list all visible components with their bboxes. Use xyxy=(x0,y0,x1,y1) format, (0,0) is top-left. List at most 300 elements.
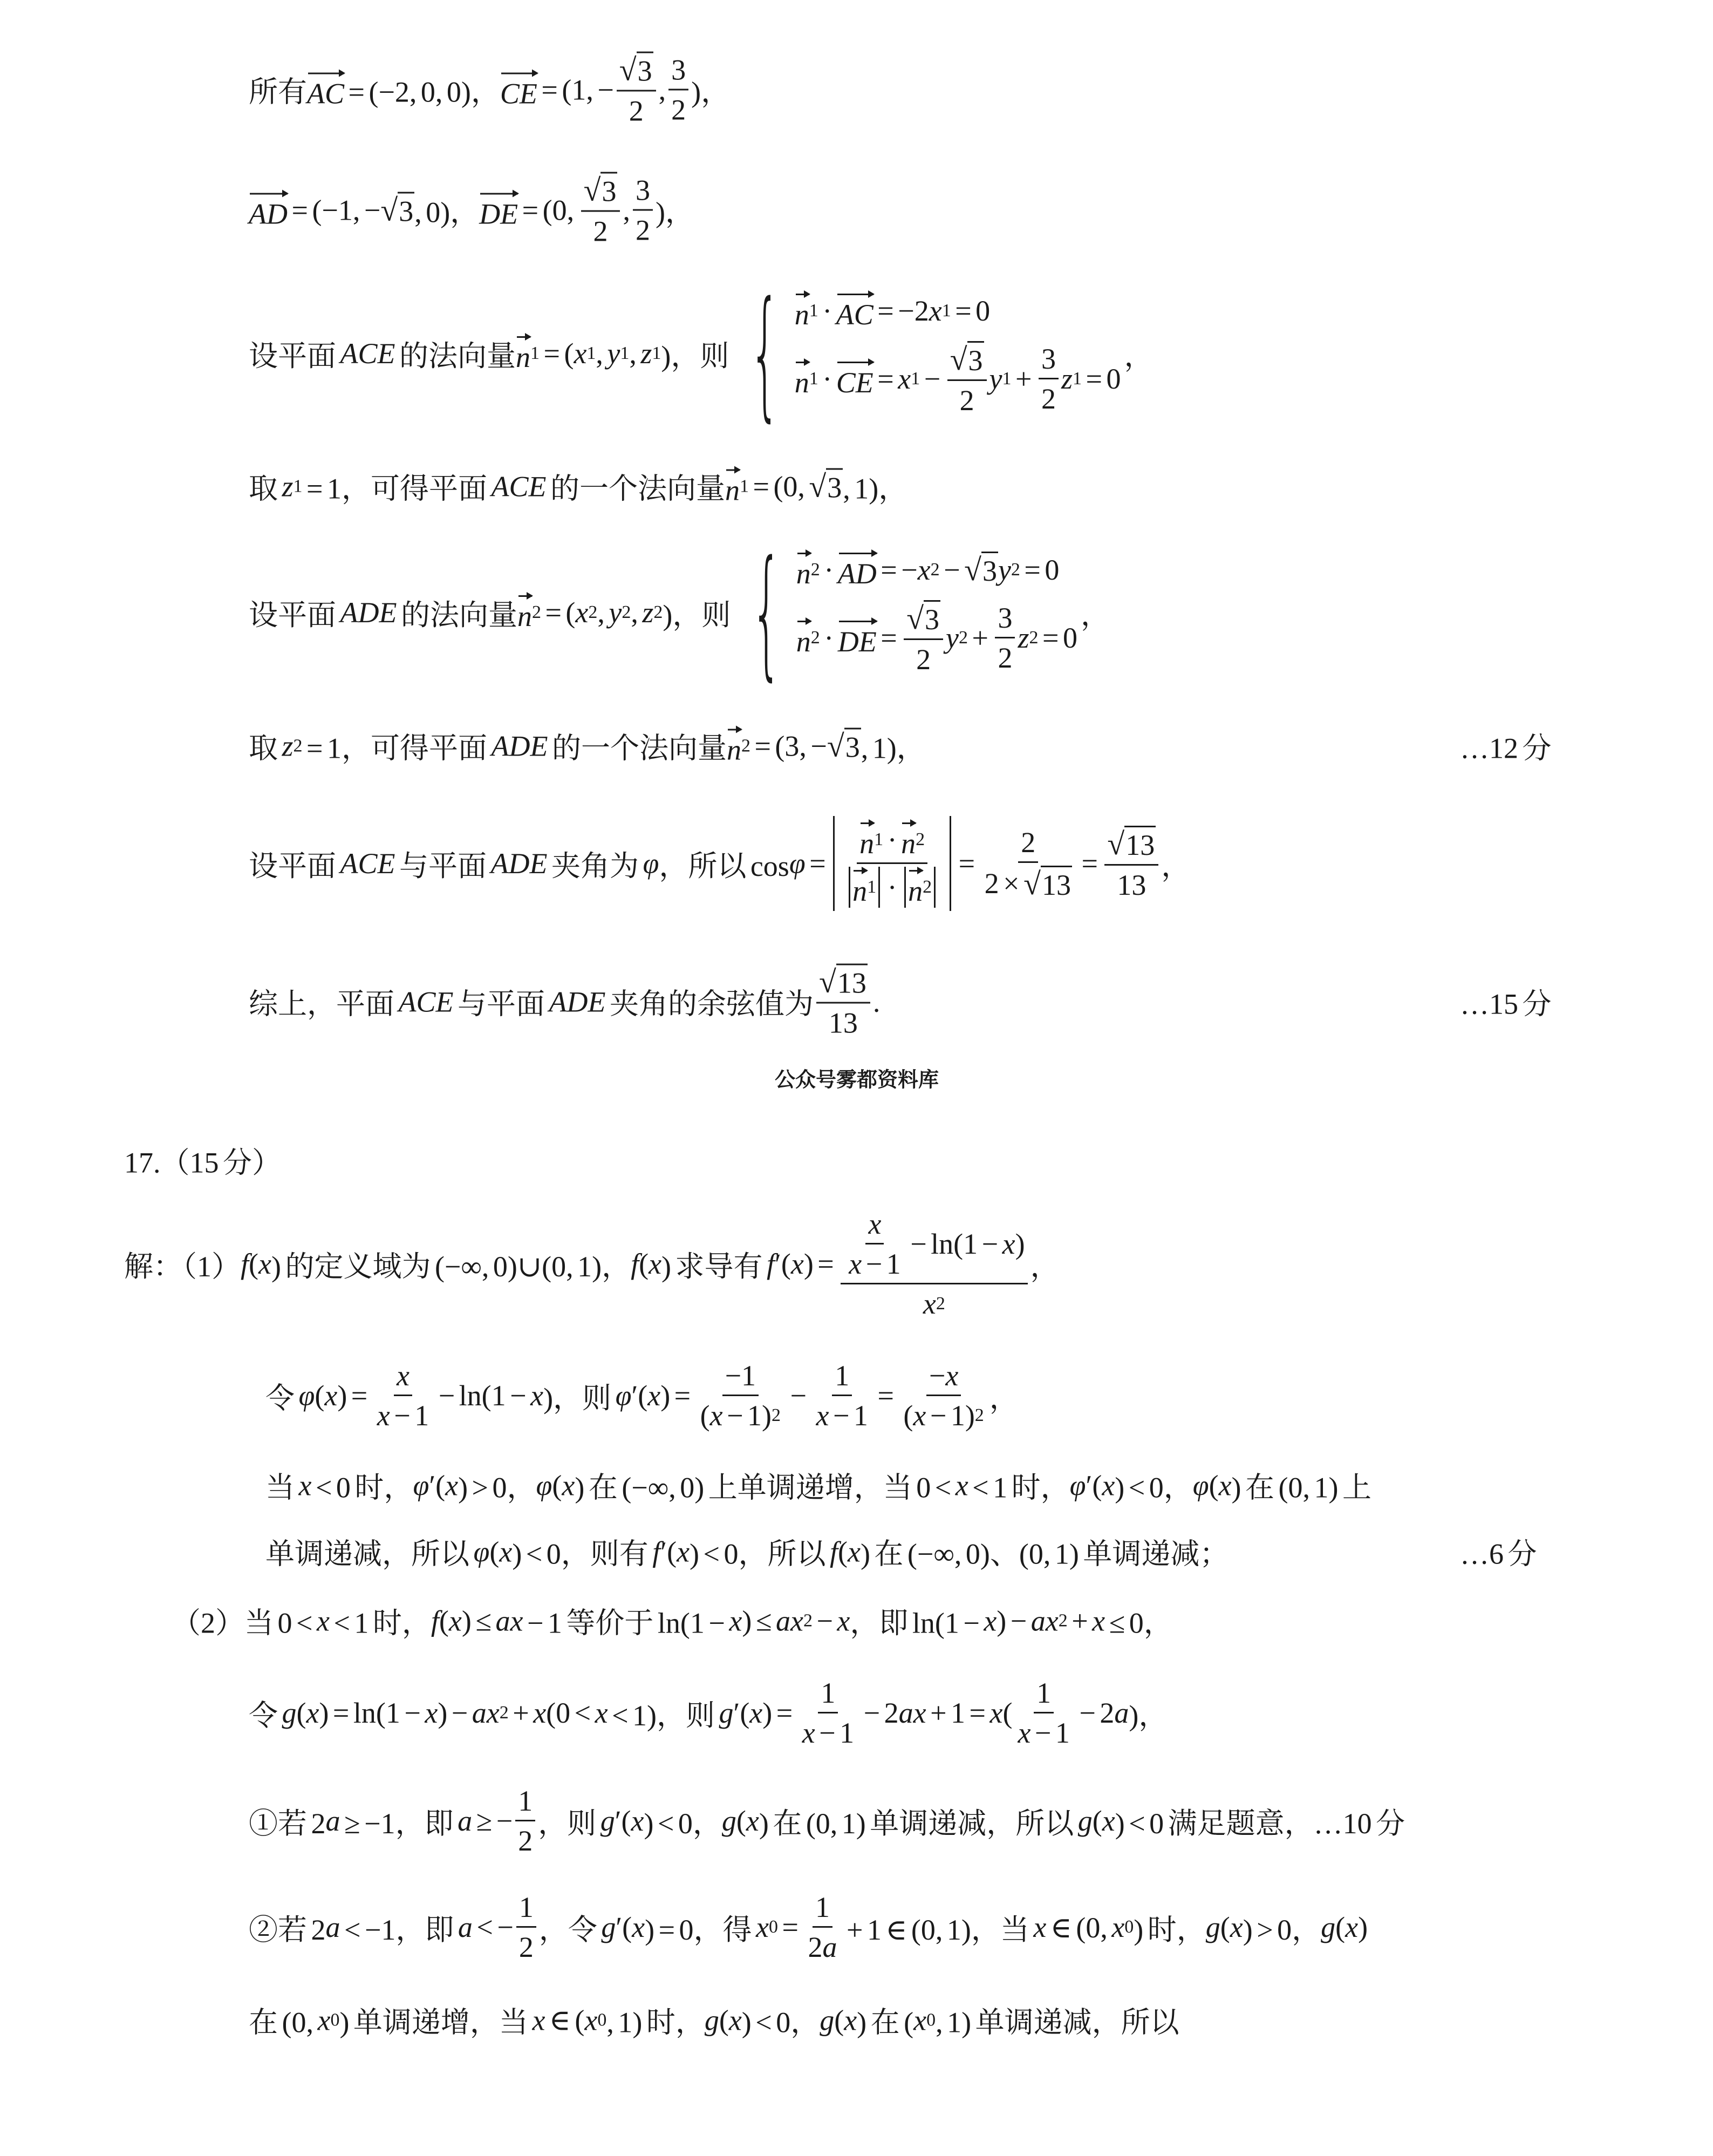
math-variable: y xyxy=(946,622,959,654)
vector-symbol: CE xyxy=(836,358,873,399)
superscript: 2 xyxy=(974,1405,984,1425)
subscript: 1 xyxy=(1073,369,1082,389)
math-variable: x xyxy=(575,596,589,629)
text: − 1 xyxy=(829,1399,868,1432)
text: = 1，可得平面 xyxy=(302,732,492,765)
text: = xyxy=(876,622,902,654)
radicand: 3 xyxy=(981,552,998,588)
fraction xyxy=(841,1207,1027,1321)
radical-sign-icon: √ xyxy=(950,341,967,377)
text: · xyxy=(883,871,902,903)
subscript: 2 xyxy=(588,602,598,622)
radicand: 13 xyxy=(1041,866,1072,902)
math-variable: φ xyxy=(615,1379,632,1412)
text: ，则 xyxy=(538,1807,600,1840)
text: < 1 时， xyxy=(329,1607,431,1640)
text: = 0 xyxy=(951,294,991,327)
text: , xyxy=(629,337,641,370)
text: ≥ −1，即 xyxy=(340,1807,458,1840)
numerator xyxy=(1039,342,1059,379)
radicand: 3 xyxy=(924,600,940,636)
subscript: 1 xyxy=(809,300,818,321)
vector-symbol: n xyxy=(727,725,741,766)
text: 1 xyxy=(518,1891,534,1923)
text: = xyxy=(778,1911,803,1943)
text: − 1) xyxy=(926,1399,975,1432)
math-variable: x xyxy=(562,1469,575,1501)
text: ) 的定义域为 (−∞, 0)∪(0, 1)， xyxy=(271,1250,631,1283)
text: 令 xyxy=(265,1382,299,1414)
denominator xyxy=(814,1396,871,1432)
math-variable: x xyxy=(425,1697,438,1729)
math-variable: x xyxy=(324,1379,338,1412)
fraction xyxy=(1015,1676,1072,1750)
numerator xyxy=(926,1359,961,1396)
math-variable: g xyxy=(704,2004,719,2036)
superscript: 2 xyxy=(772,1405,781,1425)
math-variable: x xyxy=(816,1399,829,1432)
math-variable: a xyxy=(325,1805,340,1837)
vector-symbol: n xyxy=(859,819,874,860)
fraction xyxy=(904,600,943,676)
vector-symbol: n xyxy=(516,333,530,374)
text: )， xyxy=(1129,1699,1168,1732)
text: ( xyxy=(439,1604,449,1637)
system-row xyxy=(795,290,1121,331)
text: )，则 xyxy=(663,598,731,631)
vector-symbol: n xyxy=(796,617,811,658)
math-variable: x xyxy=(989,1697,1003,1729)
fraction xyxy=(617,52,656,128)
numerator xyxy=(633,173,653,210)
text: , 1) 单调递减，所以 xyxy=(936,2006,1179,2039)
subscript: 1 xyxy=(1002,369,1012,389)
text: − 1 xyxy=(815,1717,855,1749)
denominator xyxy=(913,640,933,676)
math-variable: x xyxy=(1111,1911,1125,1943)
math-variable: y xyxy=(989,363,1002,395)
text: · xyxy=(818,294,836,327)
numerator xyxy=(832,1359,852,1396)
math-variable: x xyxy=(790,1248,804,1280)
vector-magnitude xyxy=(904,867,936,908)
math-variable: x xyxy=(709,1399,723,1432)
numerator xyxy=(904,600,943,640)
text: + xyxy=(1067,1604,1093,1637)
subscript: 2 xyxy=(531,602,541,622)
subscript: 2 xyxy=(293,736,303,756)
subscript: 0 xyxy=(330,2010,340,2030)
text: 单调递减，所以 xyxy=(265,1538,474,1570)
text: ( xyxy=(700,1399,710,1432)
text: − ln(1 − xyxy=(906,1228,1002,1260)
text: 在 (0, xyxy=(249,2006,318,2039)
math-variable: x xyxy=(377,1399,390,1432)
text: 的一个法向量 xyxy=(546,472,725,505)
vector-symbol: n xyxy=(795,358,809,399)
text: ②若 2 xyxy=(249,1913,326,1946)
text: ′( xyxy=(429,1469,446,1501)
numerator xyxy=(1034,1676,1054,1713)
text: 当 xyxy=(265,1471,299,1504)
subscript: 1 xyxy=(941,300,951,321)
radical-sign-icon: √ xyxy=(619,52,637,87)
math-variable: g xyxy=(282,1697,297,1729)
math-variable: x xyxy=(445,1469,459,1501)
text: ∈ (0, xyxy=(1046,1911,1112,1944)
text: 综上，平面 xyxy=(249,988,399,1021)
normal-ace-result xyxy=(249,466,907,507)
text: ) = ln(1 − xyxy=(319,1697,425,1729)
math-variable: ACE xyxy=(340,847,395,880)
text: 所有 xyxy=(249,76,307,108)
math-variable: ACE xyxy=(491,470,547,502)
text: 1 xyxy=(1036,1677,1052,1709)
vector-symbol: n xyxy=(901,819,916,860)
text: ( xyxy=(719,2004,729,2036)
numerator xyxy=(1018,826,1038,863)
vector-symbol: DE xyxy=(479,189,518,230)
text: ①若 2 xyxy=(249,1807,326,1840)
math-variable: y xyxy=(609,596,622,629)
text: ( xyxy=(1335,1911,1346,1943)
text: ， xyxy=(989,1382,1019,1414)
text: 17.（15 分） xyxy=(124,1146,281,1179)
text: = xyxy=(873,1379,898,1412)
math-variable: ADE xyxy=(549,985,606,1018)
denominator xyxy=(900,1396,986,1432)
text: ( xyxy=(296,1697,306,1729)
text: ) 在 (0, 1) 单调递减，所以 xyxy=(759,1807,1078,1840)
vector-symbol: n xyxy=(852,867,867,908)
text: ( xyxy=(315,1379,325,1412)
text: − 1 xyxy=(390,1399,429,1432)
vector-symbol: n xyxy=(725,466,740,507)
subscript: 2 xyxy=(959,628,968,648)
text: 2 xyxy=(959,384,974,417)
text: ， xyxy=(1161,849,1191,882)
score-marker: …15 分 xyxy=(1460,988,1552,1021)
text: = (−2, 0, 0)， xyxy=(344,76,500,108)
math-variable: x xyxy=(923,1288,936,1320)
math-variable: f xyxy=(652,1535,661,1568)
text: · xyxy=(820,553,838,586)
text: ) = xyxy=(803,1248,838,1280)
vector-symbol: n xyxy=(517,592,532,633)
system-row xyxy=(796,600,1077,676)
text: = xyxy=(954,847,979,880)
text: ( xyxy=(1092,1805,1102,1837)
subscript: 1 xyxy=(293,476,303,496)
text: < −1，即 xyxy=(340,1913,458,1946)
numerator xyxy=(515,1784,535,1821)
radicand: 13 xyxy=(1124,826,1156,862)
math-variable: ax xyxy=(472,1697,500,1729)
text: = 0 xyxy=(1082,363,1121,395)
denominator xyxy=(826,1004,861,1040)
square-root xyxy=(827,728,861,764)
math-variable: f xyxy=(767,1248,775,1280)
vector-symbol: AC xyxy=(836,290,873,331)
math-variable: g xyxy=(719,1697,734,1729)
text: 13 xyxy=(828,1006,858,1039)
math-variable: x xyxy=(868,1208,882,1240)
math-variable: x xyxy=(1018,1717,1031,1749)
math-variable: ax xyxy=(775,1604,803,1637)
text: ) < 0，所以 xyxy=(690,1538,830,1570)
math-variable: x xyxy=(847,1535,861,1568)
numerator xyxy=(865,1207,884,1244)
denominator xyxy=(1015,1713,1072,1750)
text: )， xyxy=(655,196,694,229)
text: 的法向量 xyxy=(395,339,516,372)
text: = (−1, − xyxy=(287,194,381,226)
text: 与平面 xyxy=(395,849,491,882)
subscript: 0 xyxy=(926,2010,936,2030)
math-variable: φ xyxy=(298,1379,315,1412)
square-root xyxy=(380,192,414,228)
text: + xyxy=(508,1697,534,1729)
math-variable: x xyxy=(533,1697,547,1729)
math-variable: x xyxy=(649,1248,662,1280)
denominator xyxy=(843,864,941,908)
denominator xyxy=(800,1713,857,1750)
math-variable: x xyxy=(746,1805,759,1837)
score-marker: …12 分 xyxy=(1460,732,1552,765)
text: ) 求导有 xyxy=(661,1250,767,1283)
math-variable: a xyxy=(822,1931,837,1963)
denominator xyxy=(920,1284,948,1321)
text: < − xyxy=(472,1911,514,1943)
part1-monotonic-2 xyxy=(265,1531,1537,1573)
vector-symbol: AD xyxy=(249,189,288,230)
subscript: 2 xyxy=(653,602,663,622)
fraction xyxy=(995,601,1015,675)
left-brace-icon: { xyxy=(751,531,783,694)
math-variable: a xyxy=(458,1805,473,1837)
square-root xyxy=(619,52,653,88)
text: 的一个法向量 xyxy=(548,732,727,765)
math-variable: x xyxy=(802,1717,815,1749)
math-variable: x xyxy=(844,2004,857,2036)
denominator xyxy=(626,92,646,128)
text: 2 xyxy=(916,643,931,676)
part1-phi xyxy=(265,1359,1019,1432)
denominator xyxy=(516,1928,536,1964)
subscript: 1 xyxy=(809,369,818,389)
subscript: 2 xyxy=(1029,628,1039,648)
math-variable: ACE xyxy=(398,985,454,1018)
text: + 1 ∈ (0, 1)，当 xyxy=(842,1913,1034,1946)
text: ) xyxy=(1015,1228,1025,1260)
math-variable: g xyxy=(721,1805,736,1837)
math-variable: x xyxy=(955,1469,968,1501)
radicand: 3 xyxy=(844,728,861,764)
text: · xyxy=(818,363,836,395)
text: = (0, xyxy=(748,470,809,502)
text: 取 xyxy=(249,732,282,765)
square-root xyxy=(964,552,998,588)
text: − xyxy=(786,1379,811,1412)
text: ) 单调递增，当 xyxy=(339,2006,533,2039)
text: = (0, xyxy=(518,194,578,226)
text: ) = xyxy=(337,1379,372,1412)
text: 2 xyxy=(1041,383,1056,415)
text: , xyxy=(623,194,630,226)
math-variable: x xyxy=(728,2004,742,2036)
math-variable: f xyxy=(631,1248,639,1280)
math-variable: x xyxy=(1102,1469,1115,1501)
text: ′( xyxy=(631,1379,648,1412)
math-variable: x xyxy=(913,1399,926,1432)
text: = (3, − xyxy=(750,730,827,762)
subscript: 0 xyxy=(769,1917,779,1937)
math-variable: g xyxy=(1321,1911,1336,1943)
text: 3 xyxy=(671,53,686,86)
text: ′( xyxy=(660,1535,677,1568)
fraction xyxy=(516,1890,536,1964)
text: 令 xyxy=(249,1699,282,1732)
denominator xyxy=(846,1244,903,1281)
numerator xyxy=(668,53,688,90)
math-variable: x xyxy=(595,1697,608,1729)
numerator xyxy=(813,1890,832,1928)
math-variable: x xyxy=(632,1911,645,1943)
angle-cosine xyxy=(249,816,1190,911)
math-variable: z xyxy=(282,730,294,762)
text: 设平面 xyxy=(249,598,340,631)
text: + 1 = xyxy=(926,1697,990,1729)
text: 2 xyxy=(998,642,1013,674)
subscript: 2 xyxy=(923,877,932,897)
fraction xyxy=(814,1359,871,1432)
text: ( xyxy=(639,1248,649,1280)
text: 3 xyxy=(635,174,650,206)
text: 2 xyxy=(518,1825,533,1857)
text: ) − xyxy=(997,1604,1031,1637)
text: , 1) 时， xyxy=(606,2006,705,2039)
text: · xyxy=(820,622,838,654)
radical-sign-icon: √ xyxy=(583,172,601,208)
vector-symbol: DE xyxy=(838,617,877,658)
equation-system xyxy=(734,531,1077,694)
score-marker: …6 分 xyxy=(1460,1538,1537,1570)
math-variable: x xyxy=(584,2004,598,2036)
math-variable: x xyxy=(898,363,911,395)
numerator xyxy=(857,819,927,864)
text: ) xyxy=(1358,1911,1368,1943)
text: 2 xyxy=(1021,826,1036,859)
math-variable: ADE xyxy=(340,596,397,629)
math-variable: x xyxy=(317,2004,331,2036)
text: ) > 0， xyxy=(1243,1913,1321,1946)
math-variable: g xyxy=(601,1911,616,1943)
text: = 1，可得平面 xyxy=(302,472,492,505)
subscript: 2 xyxy=(930,559,940,580)
system-rows xyxy=(795,290,1121,417)
subscript: 2 xyxy=(741,736,750,756)
text: −1 xyxy=(725,1359,756,1392)
text: = xyxy=(873,363,898,395)
fraction xyxy=(698,1359,783,1432)
denominator xyxy=(982,863,1075,902)
radical-sign-icon: √ xyxy=(827,728,844,764)
text: 1 xyxy=(835,1359,850,1392)
denominator xyxy=(698,1396,783,1432)
text: ( xyxy=(903,1399,913,1432)
fraction xyxy=(843,819,941,908)
text: ) < 0， xyxy=(1115,1471,1193,1504)
denominator xyxy=(995,638,1015,675)
denominator xyxy=(1114,866,1149,902)
part1-derivative xyxy=(124,1207,1060,1321)
math-variable: g xyxy=(600,1805,615,1837)
numerator xyxy=(722,1359,759,1396)
text: ( xyxy=(1002,1697,1013,1729)
math-variable: φ xyxy=(789,847,806,880)
math-variable: x xyxy=(1033,1911,1047,1943)
text: ) 在 (0, 1) 上 xyxy=(1231,1471,1371,1504)
text: ，所以 cos xyxy=(659,849,789,882)
subscript: 2 xyxy=(810,628,820,648)
text: ) − xyxy=(438,1697,472,1729)
left-brace-icon: { xyxy=(749,272,781,435)
text: ， xyxy=(1080,598,1110,631)
numerator xyxy=(818,1676,838,1713)
vector-magnitude xyxy=(849,867,880,908)
text: < 1 时， xyxy=(968,1471,1070,1504)
subscript: 2 xyxy=(916,829,925,849)
text: ( xyxy=(489,1535,500,1568)
numerator xyxy=(816,964,870,1004)
math-variable: z xyxy=(1018,622,1029,654)
math-variable: ADE xyxy=(491,730,548,762)
denominator xyxy=(668,90,688,126)
denominator xyxy=(374,1396,432,1432)
text: ，令 xyxy=(538,1913,602,1946)
text: , 1)， xyxy=(861,732,926,765)
text: ′( xyxy=(1086,1469,1102,1501)
text: 公众号雾都资料库 xyxy=(774,1067,939,1092)
math-variable: x xyxy=(306,1697,319,1729)
text: ) 在 ( xyxy=(857,2006,914,2039)
denominator xyxy=(1039,379,1059,416)
text: ) > 0， xyxy=(458,1471,536,1504)
text: (0 < xyxy=(546,1697,595,1729)
conclusion xyxy=(249,964,1552,1040)
math-variable: x xyxy=(1345,1911,1359,1943)
radicand: 3 xyxy=(637,52,653,88)
numerator xyxy=(617,52,656,92)
math-variable: g xyxy=(1077,1805,1093,1837)
math-variable: x xyxy=(316,1604,330,1637)
text: ) < 0， xyxy=(644,1807,722,1840)
text: , 1)， xyxy=(843,472,908,505)
math-variable: ACE xyxy=(340,337,395,370)
text: + xyxy=(1011,363,1036,395)
text: ′( xyxy=(775,1248,791,1280)
subscript: 1 xyxy=(739,476,749,496)
math-variable: z xyxy=(640,337,652,370)
text: − xyxy=(920,363,945,395)
equation-system xyxy=(732,272,1121,435)
text: ( xyxy=(552,1469,562,1501)
math-variable: z xyxy=(1061,363,1073,395)
numerator xyxy=(947,341,987,381)
math-variable: ax xyxy=(1030,1604,1059,1637)
math-variable: y xyxy=(998,553,1011,586)
numerator xyxy=(1104,826,1158,866)
